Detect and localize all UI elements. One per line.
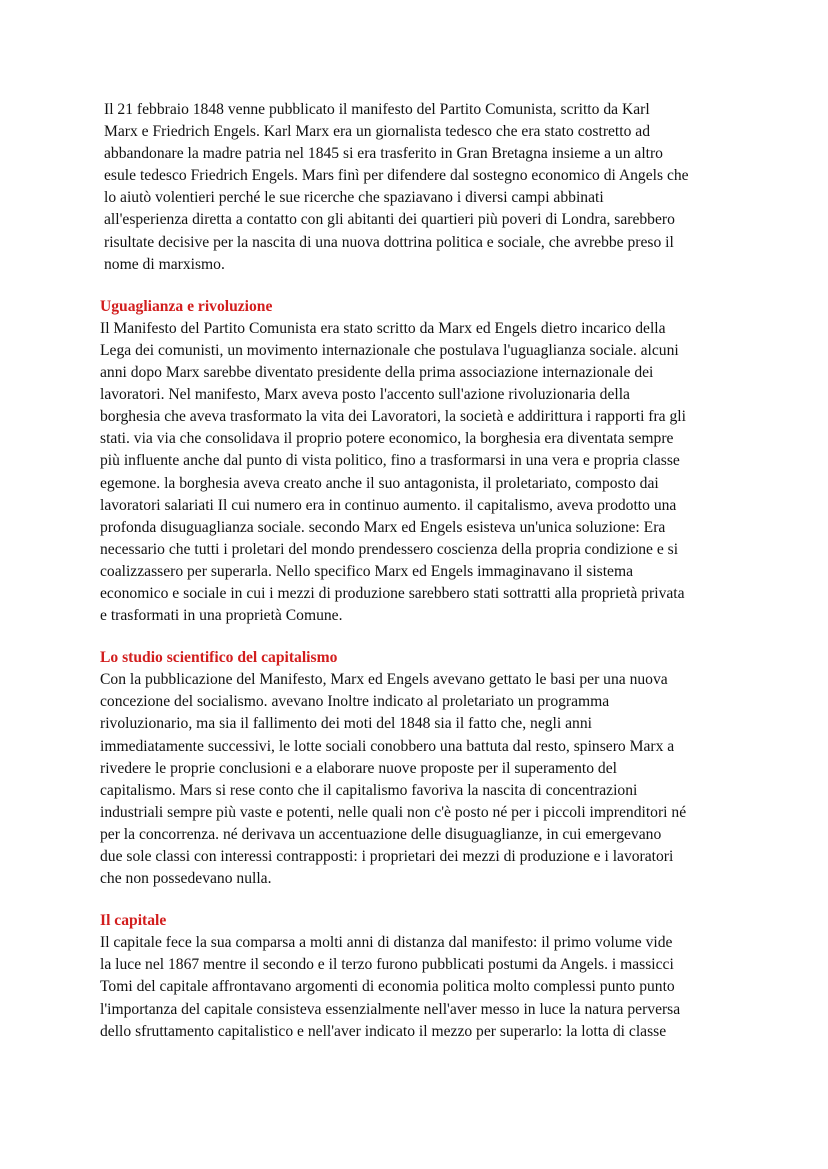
section-body: Il Manifesto del Partito Comunista era stato scritto da Marx ed Engels dietro incarico della Lega dei comunisti, un movimento internazionale che postulava l'uguaglianza sociale. alcuni anni dopo Marx sarebbe diventato presidente della prima associazione internazionale dei lavoratori. Nel manifesto, Marx aveva posto l'accento sull'azione rivoluzionaria della borghesia che aveva trasformato la vita dei Lavoratori, la società e addirittura i rapporti fra gli stati. via via che consolidava il proprio potere economico, la borghesia era diventata sempre più influente anche dal punto di vista politico, fino a trasformarsi in una vera e propria classe egemone. la borghesia aveva creato anche il suo antagonista, il proletariato, composto dai lavoratori salariati Il cui numero era in continuo aumento. il capitalismo, aveva prodotto una profonda disuguaglianza sociale. secondo Marx ed Engels esisteva un'unica soluzione: Era necessario che tutti i proletari del mondo prendessero coscienza della propria condizione e si coalizzassero per superarla. Nello specifico Marx ed Engels immaginavano il sistema economico e sociale in cui i mezzi di produzione sarebbero stati sottratti alla proprietà privata e trasformati in una proprietà Comune.	[100, 319, 686, 625]
section-heading: Uguaglianza e rivoluzione	[100, 297, 273, 315]
section-capitale	[100, 910, 732, 1043]
intro-paragraph: Il 21 febbraio 1848 venne pubblicato il manifesto del Partito Comunista, scritto da Karl Marx e Friedrich Engels. Karl Marx era un giornalista tedesco che era stato costretto ad abbandonare la madre patria nel 1845 si era trasferito in Gran Bretagna insieme a un altro esule tedesco Friedrich Engels. Mars finì per difendere dal sostegno economico di Angels che lo aiutò volentieri perché le sue ricerche che spaziavano i diversi campi abbinati all'esperienza diretta a contatto con gli abitanti dei quartieri più poveri di Londra, sarebbero risultate decisive per la nascita di una nuova dottrina politica e sociale, che avrebbe preso il nome di marxismo.	[104, 101, 689, 273]
section-heading: Il capitale	[100, 912, 167, 930]
section-studio-scientifico	[100, 647, 732, 890]
section-uguaglianza	[100, 296, 732, 627]
section-body: Il capitale fece la sua comparsa a molti anni di distanza dal manifesto: il primo volume vide la luce nel 1867 mentre il secondo e il terzo furono pubblicati postumi da Angels. i massicci Tomi del capitale affrontavano argomenti di economia politica molto complessi punto punto l'importanza del capitale consisteva essenzialmente nell'aver messo in luce la natura perversa dello sfruttamento capitalistico e nell'aver indicato il mezzo per superarlo: la lotta di classe	[100, 934, 681, 1040]
section-body: Con la pubblicazione del Manifesto, Marx ed Engels avevano gettato le basi per una nuova concezione del socialismo. avevano Inoltre indicato al proletariato un programma rivoluzionario, ma sia il fallimento dei moti del 1848 sia il fatto che, negli anni immediatamente successivi, le lotte sociali conobbero una battuta dal resto, spinsero Marx a rivedere le proprie conclusioni e a elaborare nuove proposte per il superamento del capitalismo. Mars si rese conto che il capitalismo favoriva la nascita di concentrazioni industriali sempre più vaste e potenti, nelle quali non c'è posto né per i piccoli imprenditori né per la concorrenza. né derivava un accentuazione delle disuguaglianze, in cui emergevano due sole classi con interessi contrapposti: i proprietari dei mezzi di produzione e i lavoratori che non possedevano nulla.	[100, 671, 687, 888]
section-heading: Lo studio scientifico del capitalismo	[100, 649, 338, 667]
document-page	[100, 99, 732, 1043]
